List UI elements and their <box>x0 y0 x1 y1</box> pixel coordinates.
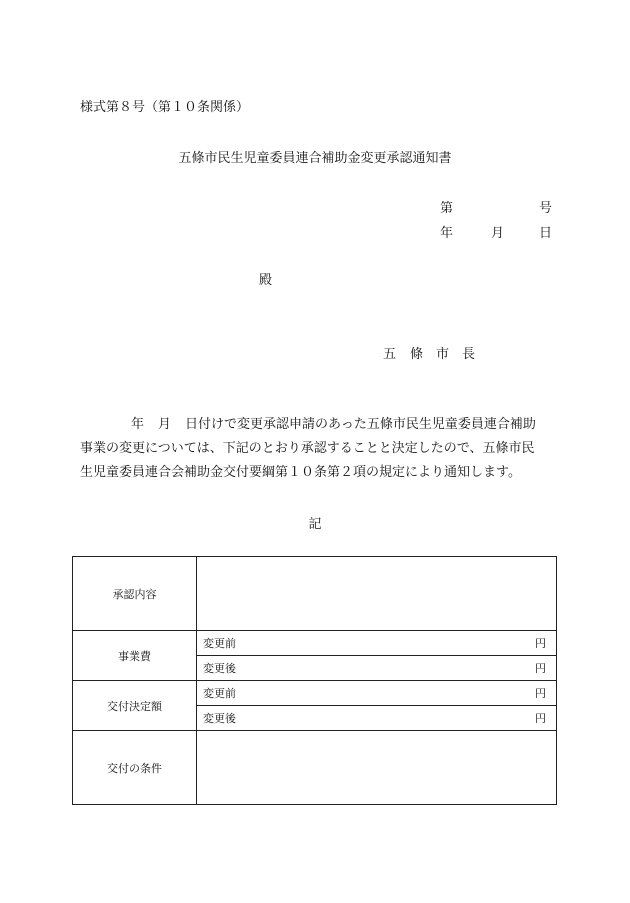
grant-conditions-value <box>197 731 557 805</box>
body-line-3: 生児童委員連合会補助金交付要綱第１０条第２項の規定により通知します。 <box>80 465 521 480</box>
sender-char-4: 長 <box>462 347 476 362</box>
table-row <box>73 731 557 805</box>
table-row <box>73 631 557 656</box>
grant-amount-after <box>197 706 557 731</box>
sender-char-3: 市 <box>436 347 450 362</box>
grant-amount-label: 交付決定額 <box>73 681 197 731</box>
yen-unit: 円 <box>535 712 546 725</box>
ki-heading: 記 <box>308 517 322 532</box>
project-cost-after <box>197 656 557 681</box>
before-label: 変更前 <box>203 687 236 700</box>
yen-unit: 円 <box>535 662 546 675</box>
grant-amount-before <box>197 681 557 706</box>
body-line-1 <box>80 413 556 437</box>
date-month: 月 <box>491 226 505 241</box>
form-number: 様式第８号（第１０条関係） <box>80 100 250 115</box>
date-day: 日 <box>539 226 553 241</box>
approval-content-label: 承認内容 <box>73 557 197 631</box>
document-title: 五條市民生児童委員連合補助金変更承認通知書 <box>178 151 452 166</box>
approval-content-value <box>197 557 557 631</box>
body-line-1-text: 日付けで変更承認申請のあった五條市民生児童委員連合補助 <box>185 417 536 432</box>
body-line-2: 事業の変更については、下記のとおり承認することと決定したので、五條市民 <box>80 441 535 456</box>
date-year: 年 <box>440 226 454 241</box>
project-cost-label: 事業費 <box>73 631 197 681</box>
sender-char-1: 五 <box>383 347 397 362</box>
body-paragraph <box>80 413 556 485</box>
number-suffix: 号 <box>539 201 553 216</box>
project-cost-before <box>197 631 557 656</box>
grant-conditions-label: 交付の条件 <box>73 731 197 805</box>
table-row <box>73 681 557 706</box>
table-row <box>73 557 557 631</box>
yen-unit: 円 <box>535 637 546 650</box>
body-year: 年 <box>131 417 145 432</box>
body-month: 月 <box>158 417 172 432</box>
yen-unit: 円 <box>535 687 546 700</box>
after-label: 変更後 <box>203 662 236 675</box>
approval-table <box>72 556 557 805</box>
sender-char-2: 條 <box>410 347 424 362</box>
addressee-suffix: 殿 <box>259 273 273 288</box>
before-label: 変更前 <box>203 637 236 650</box>
number-prefix: 第 <box>440 201 454 216</box>
after-label: 変更後 <box>203 712 236 725</box>
